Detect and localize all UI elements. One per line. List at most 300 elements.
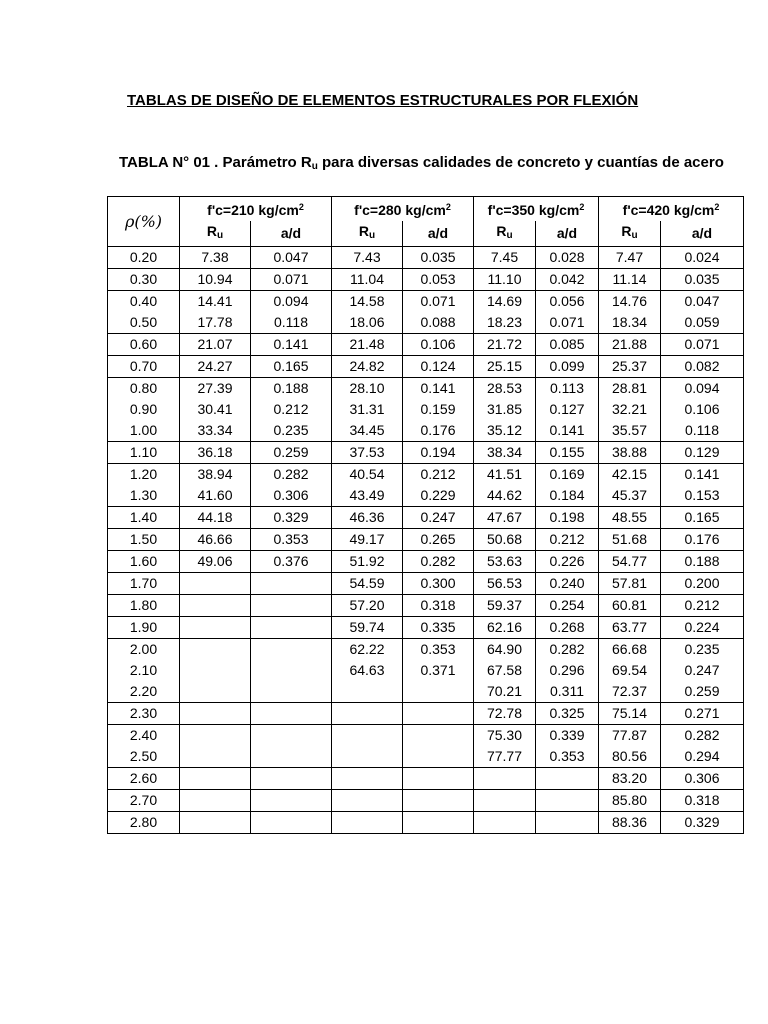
ru-cell [332, 790, 403, 812]
ad-cell: 0.259 [661, 681, 744, 703]
ru-cell [180, 573, 251, 595]
ru-cell: 70.21 [474, 681, 536, 703]
ad-cell: 0.376 [251, 551, 332, 573]
ad-cell: 0.124 [403, 356, 474, 378]
ad-cell: 0.141 [403, 378, 474, 400]
ad-cell: 0.129 [661, 442, 744, 464]
ru-cell [180, 703, 251, 725]
ru-cell: 25.37 [599, 356, 661, 378]
ru-cell: 57.81 [599, 573, 661, 595]
ru-cell: 80.56 [599, 746, 661, 768]
header-row-sub [108, 221, 744, 247]
ad-cell: 0.184 [536, 485, 599, 507]
rho-cell: 0.60 [108, 334, 180, 356]
ad-cell [403, 703, 474, 725]
rho-cell: 1.10 [108, 442, 180, 464]
ru-cell: 24.82 [332, 356, 403, 378]
ru-cell: 51.68 [599, 529, 661, 551]
ad-cell: 0.212 [661, 595, 744, 617]
ad-cell: 0.059 [661, 312, 744, 334]
ad-cell [251, 725, 332, 747]
ru-cell [180, 595, 251, 617]
ad-cell: 0.141 [536, 420, 599, 442]
ad-cell: 0.176 [661, 529, 744, 551]
header-fc-350 [474, 197, 599, 222]
header-ad: a/d [251, 221, 332, 247]
ad-cell [403, 746, 474, 768]
rho-cell: 2.30 [108, 703, 180, 725]
ru-cell: 44.62 [474, 485, 536, 507]
ad-cell: 0.325 [536, 703, 599, 725]
ru-cell: 38.88 [599, 442, 661, 464]
ru-cell: 41.51 [474, 464, 536, 486]
header-fc-exponent: 2 [579, 202, 585, 212]
rho-cell: 2.80 [108, 812, 180, 834]
ad-cell [403, 725, 474, 747]
rho-cell: 1.90 [108, 617, 180, 639]
ru-cell: 14.41 [180, 291, 251, 313]
ad-cell: 0.188 [251, 378, 332, 400]
ad-cell: 0.254 [536, 595, 599, 617]
ru-cell: 17.78 [180, 312, 251, 334]
table-row [108, 464, 744, 486]
ad-cell: 0.247 [403, 507, 474, 529]
ru-cell: 40.54 [332, 464, 403, 486]
ad-cell: 0.024 [661, 247, 744, 269]
ru-cell [474, 812, 536, 834]
table-row [108, 291, 744, 313]
ad-cell: 0.188 [661, 551, 744, 573]
ru-cell: 11.14 [599, 269, 661, 291]
ad-cell: 0.035 [661, 269, 744, 291]
ad-cell: 0.335 [403, 617, 474, 639]
ru-cell: 63.77 [599, 617, 661, 639]
table-row [108, 269, 744, 291]
ru-cell: 46.36 [332, 507, 403, 529]
ad-cell: 0.071 [536, 312, 599, 334]
ad-cell: 0.318 [403, 595, 474, 617]
ad-cell: 0.088 [403, 312, 474, 334]
ru-cell [332, 812, 403, 834]
ad-cell: 0.371 [403, 660, 474, 681]
header-fc-label: f'c=420 kg/cm [622, 202, 715, 218]
ad-cell [251, 573, 332, 595]
header-fc-420 [599, 197, 744, 222]
ru-cell: 18.23 [474, 312, 536, 334]
table-row [108, 790, 744, 812]
ad-cell: 0.035 [403, 247, 474, 269]
ad-cell: 0.159 [403, 399, 474, 420]
table-row [108, 551, 744, 573]
ru-cell: 7.47 [599, 247, 661, 269]
table-row [108, 247, 744, 269]
ad-cell [251, 617, 332, 639]
ad-cell: 0.071 [403, 291, 474, 313]
ad-cell: 0.028 [536, 247, 599, 269]
ru-cell: 62.16 [474, 617, 536, 639]
ad-cell: 0.296 [536, 660, 599, 681]
ad-cell: 0.235 [251, 420, 332, 442]
ru-cell: 83.20 [599, 768, 661, 790]
ru-cell: 35.57 [599, 420, 661, 442]
ru-cell [180, 617, 251, 639]
rho-cell: 1.40 [108, 507, 180, 529]
ad-cell: 0.042 [536, 269, 599, 291]
ru-cell: 37.53 [332, 442, 403, 464]
document-title: TABLAS DE DISEÑO DE ELEMENTOS ESTRUCTURALES POR FLEXIÓN [127, 92, 639, 109]
header-fc-label: f'c=350 kg/cm [487, 202, 580, 218]
ru-cell: 45.37 [599, 485, 661, 507]
table-row [108, 660, 744, 681]
ru-cell: 27.39 [180, 378, 251, 400]
table-caption [119, 154, 724, 172]
ru-cell [180, 746, 251, 768]
rho-cell: 1.80 [108, 595, 180, 617]
ru-cell: 18.06 [332, 312, 403, 334]
ru-cell: 42.15 [599, 464, 661, 486]
ad-cell [403, 768, 474, 790]
ad-cell: 0.047 [251, 247, 332, 269]
rho-cell: 2.00 [108, 639, 180, 661]
header-ru-subscript: u [631, 230, 638, 241]
ad-cell: 0.165 [661, 507, 744, 529]
header-ru-subscript: u [369, 230, 376, 241]
ru-cell: 47.67 [474, 507, 536, 529]
ad-cell: 0.155 [536, 442, 599, 464]
rho-cell: 0.30 [108, 269, 180, 291]
ru-cell: 14.76 [599, 291, 661, 313]
ru-cell: 28.81 [599, 378, 661, 400]
ad-cell: 0.113 [536, 378, 599, 400]
ad-cell: 0.294 [661, 746, 744, 768]
ad-cell: 0.229 [403, 485, 474, 507]
ru-cell: 49.17 [332, 529, 403, 551]
ad-cell: 0.353 [536, 746, 599, 768]
header-fc-label: f'c=280 kg/cm [354, 202, 446, 218]
ad-cell [251, 639, 332, 661]
ru-cell: 33.34 [180, 420, 251, 442]
header-ad: a/d [536, 221, 599, 247]
header-ru-label: R [496, 223, 507, 239]
ru-cell: 75.30 [474, 725, 536, 747]
ru-cell: 21.88 [599, 334, 661, 356]
ru-cell: 62.22 [332, 639, 403, 661]
header-fc-280 [332, 197, 474, 222]
ru-cell: 28.53 [474, 378, 536, 400]
ad-cell: 0.235 [661, 639, 744, 661]
caption-subscript: u [311, 161, 318, 172]
rho-cell: 0.20 [108, 247, 180, 269]
ad-cell: 0.311 [536, 681, 599, 703]
ad-cell [536, 790, 599, 812]
ru-cell [180, 681, 251, 703]
ru-cell: 24.27 [180, 356, 251, 378]
ru-cell [332, 746, 403, 768]
table-row [108, 746, 744, 768]
ad-cell: 0.053 [403, 269, 474, 291]
ru-cell: 69.54 [599, 660, 661, 681]
ad-cell: 0.247 [661, 660, 744, 681]
ru-cell: 31.31 [332, 399, 403, 420]
ru-cell: 41.60 [180, 485, 251, 507]
ad-cell: 0.106 [661, 399, 744, 420]
header-fc-exponent: 2 [298, 202, 304, 212]
ad-cell [536, 768, 599, 790]
ad-cell: 0.153 [661, 485, 744, 507]
ad-cell: 0.282 [536, 639, 599, 661]
ru-cell: 59.74 [332, 617, 403, 639]
rho-header: ρ(%) [108, 197, 180, 247]
ad-cell: 0.141 [661, 464, 744, 486]
header-row-groups [108, 197, 744, 222]
ru-cell [474, 790, 536, 812]
ru-cell: 10.94 [180, 269, 251, 291]
rho-cell: 0.50 [108, 312, 180, 334]
ru-cell [332, 681, 403, 703]
ru-cell: 77.77 [474, 746, 536, 768]
ru-cell: 14.69 [474, 291, 536, 313]
ad-cell [251, 746, 332, 768]
rho-cell: 1.70 [108, 573, 180, 595]
ad-cell [251, 703, 332, 725]
ad-cell [403, 812, 474, 834]
ru-cell: 7.38 [180, 247, 251, 269]
ru-cell: 46.66 [180, 529, 251, 551]
header-fc-label: f'c=210 kg/cm [207, 202, 299, 218]
table-row [108, 334, 744, 356]
caption-text-start: TABLA N° 01 . Parámetro R [119, 154, 312, 171]
rho-cell: 0.90 [108, 399, 180, 420]
ru-cell: 44.18 [180, 507, 251, 529]
header-ru [599, 221, 661, 247]
header-fc-exponent: 2 [714, 202, 720, 212]
ad-cell: 0.106 [403, 334, 474, 356]
ru-cell: 51.92 [332, 551, 403, 573]
ad-cell: 0.118 [661, 420, 744, 442]
ru-cell [180, 639, 251, 661]
ad-cell: 0.176 [403, 420, 474, 442]
table-row [108, 485, 744, 507]
ad-cell: 0.339 [536, 725, 599, 747]
rho-cell: 2.40 [108, 725, 180, 747]
ad-cell: 0.226 [536, 551, 599, 573]
table-row [108, 617, 744, 639]
rho-cell: 0.40 [108, 291, 180, 313]
ad-cell [251, 660, 332, 681]
ad-cell: 0.353 [403, 639, 474, 661]
table-row [108, 639, 744, 661]
ru-cell: 7.45 [474, 247, 536, 269]
ru-cell: 49.06 [180, 551, 251, 573]
header-ru [474, 221, 536, 247]
ru-cell: 53.63 [474, 551, 536, 573]
rho-cell: 1.50 [108, 529, 180, 551]
table-row [108, 529, 744, 551]
ad-cell [251, 768, 332, 790]
ru-cell: 72.78 [474, 703, 536, 725]
header-ru [180, 221, 251, 247]
ru-cell [180, 725, 251, 747]
ad-cell: 0.282 [251, 464, 332, 486]
table-row [108, 703, 744, 725]
header-fc-210 [180, 197, 332, 222]
ad-cell: 0.194 [403, 442, 474, 464]
rho-cell: 2.10 [108, 660, 180, 681]
ru-cell: 31.85 [474, 399, 536, 420]
ad-cell: 0.056 [536, 291, 599, 313]
design-table [107, 196, 744, 834]
ru-cell: 28.10 [332, 378, 403, 400]
header-ru-label: R [206, 223, 217, 239]
ru-cell: 67.58 [474, 660, 536, 681]
ru-cell: 38.34 [474, 442, 536, 464]
table-row [108, 312, 744, 334]
ad-cell: 0.268 [536, 617, 599, 639]
ru-cell: 48.55 [599, 507, 661, 529]
ad-cell: 0.169 [536, 464, 599, 486]
ad-cell: 0.224 [661, 617, 744, 639]
header-ad: a/d [661, 221, 744, 247]
ad-cell: 0.198 [536, 507, 599, 529]
ru-cell: 57.20 [332, 595, 403, 617]
rho-cell: 2.60 [108, 768, 180, 790]
header-fc-exponent: 2 [445, 202, 451, 212]
table-row [108, 399, 744, 420]
ad-cell: 0.071 [251, 269, 332, 291]
rho-cell: 0.80 [108, 378, 180, 400]
ad-cell [251, 595, 332, 617]
rho-cell: 2.70 [108, 790, 180, 812]
ru-cell: 75.14 [599, 703, 661, 725]
ad-cell: 0.127 [536, 399, 599, 420]
ad-cell: 0.141 [251, 334, 332, 356]
ru-cell [474, 768, 536, 790]
header-ru-subscript: u [217, 230, 224, 241]
rho-cell: 2.20 [108, 681, 180, 703]
table-row [108, 812, 744, 834]
ru-cell: 34.45 [332, 420, 403, 442]
ru-cell: 43.49 [332, 485, 403, 507]
ru-cell: 14.58 [332, 291, 403, 313]
ru-cell: 85.80 [599, 790, 661, 812]
ad-cell: 0.306 [661, 768, 744, 790]
table-row [108, 725, 744, 747]
ru-cell: 88.36 [599, 812, 661, 834]
ru-cell: 30.41 [180, 399, 251, 420]
ru-cell: 25.15 [474, 356, 536, 378]
table-row [108, 507, 744, 529]
ad-cell: 0.071 [661, 334, 744, 356]
ru-cell: 66.68 [599, 639, 661, 661]
table-row [108, 378, 744, 400]
ad-cell: 0.212 [403, 464, 474, 486]
table-row [108, 768, 744, 790]
ru-cell: 64.63 [332, 660, 403, 681]
ru-cell: 11.10 [474, 269, 536, 291]
ad-cell: 0.094 [661, 378, 744, 400]
ad-cell: 0.212 [536, 529, 599, 551]
rho-cell: 1.20 [108, 464, 180, 486]
ad-cell: 0.329 [661, 812, 744, 834]
ad-cell: 0.318 [661, 790, 744, 812]
ad-cell: 0.118 [251, 312, 332, 334]
header-ad: a/d [403, 221, 474, 247]
ru-cell [180, 768, 251, 790]
ru-cell [180, 660, 251, 681]
ru-cell [180, 812, 251, 834]
table-row [108, 442, 744, 464]
table-row [108, 573, 744, 595]
ad-cell: 0.047 [661, 291, 744, 313]
ru-cell: 60.81 [599, 595, 661, 617]
ru-cell [332, 725, 403, 747]
ad-cell: 0.300 [403, 573, 474, 595]
ru-cell [332, 703, 403, 725]
rho-cell: 0.70 [108, 356, 180, 378]
table-row [108, 681, 744, 703]
ad-cell: 0.306 [251, 485, 332, 507]
ru-cell: 21.72 [474, 334, 536, 356]
ru-cell: 7.43 [332, 247, 403, 269]
ru-cell [332, 768, 403, 790]
ad-cell [251, 790, 332, 812]
ru-cell: 64.90 [474, 639, 536, 661]
ad-cell: 0.085 [536, 334, 599, 356]
header-ru-label: R [621, 223, 632, 239]
ad-cell: 0.265 [403, 529, 474, 551]
ru-cell: 59.37 [474, 595, 536, 617]
rho-cell: 1.60 [108, 551, 180, 573]
ru-cell: 56.53 [474, 573, 536, 595]
ru-cell: 21.07 [180, 334, 251, 356]
header-ru-subscript: u [506, 230, 513, 241]
rho-cell: 1.00 [108, 420, 180, 442]
header-ru-label: R [358, 223, 369, 239]
ru-cell: 50.68 [474, 529, 536, 551]
ru-cell [180, 790, 251, 812]
ad-cell: 0.165 [251, 356, 332, 378]
table-row [108, 595, 744, 617]
ru-cell: 36.18 [180, 442, 251, 464]
caption-text-end: para diversas calidades de concreto y cuantías de acero [317, 154, 724, 171]
ru-cell: 38.94 [180, 464, 251, 486]
ad-cell: 0.212 [251, 399, 332, 420]
ru-cell: 54.59 [332, 573, 403, 595]
ad-cell [536, 812, 599, 834]
ru-cell: 32.21 [599, 399, 661, 420]
ru-cell: 35.12 [474, 420, 536, 442]
table-row [108, 420, 744, 442]
ad-cell: 0.240 [536, 573, 599, 595]
ad-cell: 0.282 [661, 725, 744, 747]
ad-cell: 0.282 [403, 551, 474, 573]
table-row [108, 356, 744, 378]
ad-cell [251, 812, 332, 834]
ad-cell: 0.353 [251, 529, 332, 551]
rho-cell: 2.50 [108, 746, 180, 768]
ad-cell: 0.200 [661, 573, 744, 595]
ad-cell [251, 681, 332, 703]
ad-cell [403, 790, 474, 812]
header-ru [332, 221, 403, 247]
ru-cell: 18.34 [599, 312, 661, 334]
ru-cell: 77.87 [599, 725, 661, 747]
ad-cell: 0.329 [251, 507, 332, 529]
rho-cell: 1.30 [108, 485, 180, 507]
ad-cell: 0.082 [661, 356, 744, 378]
ru-cell: 21.48 [332, 334, 403, 356]
ad-cell: 0.094 [251, 291, 332, 313]
